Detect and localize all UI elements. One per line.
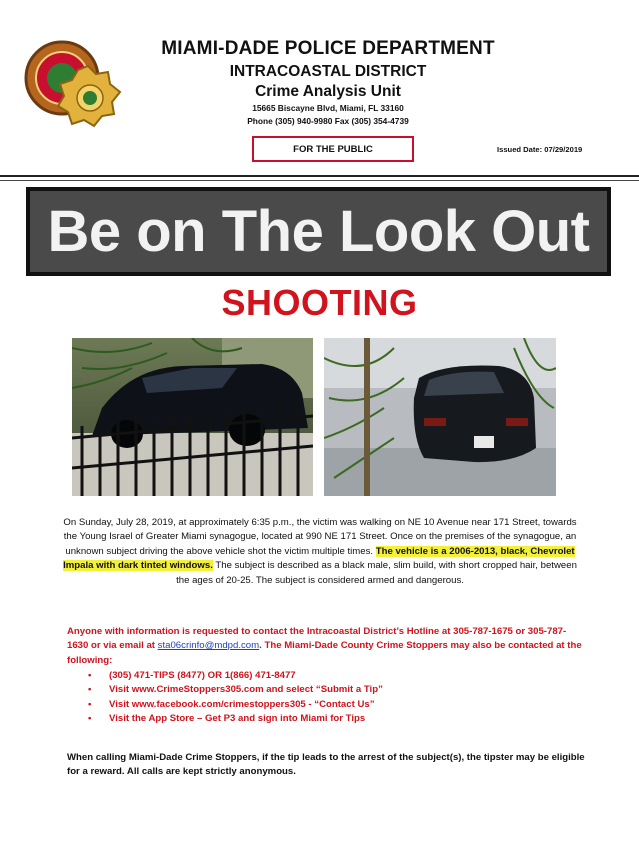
narrative-part2: The subject is described as a black male, slim build, with short cropped hair, between the ages of 20-25. The subject is considered armed and dangerous. bbox=[176, 560, 577, 586]
crime-stoppers-list bbox=[88, 669, 568, 727]
bolo-banner-text: Be on The Look Out bbox=[47, 199, 590, 264]
address: 15665 Biscayne Blvd, Miami, FL 33160 bbox=[252, 103, 404, 113]
phone-fax: Phone (305) 940-9980 Fax (305) 354-4739 bbox=[247, 116, 409, 126]
vehicle-photo-rear bbox=[324, 338, 556, 496]
bolo-banner bbox=[26, 187, 611, 276]
list-item-text: Visit bbox=[109, 698, 132, 710]
list-item bbox=[88, 683, 568, 697]
contact-email-link[interactable]: sta06crinfo@mdpd.com bbox=[157, 640, 260, 652]
unit-name: Crime Analysis Unit bbox=[255, 83, 401, 100]
contact-intro: Anyone with information is requested to contact the Intracoastal District’s Hotline at 305-787-1675 or 305-787-1630 or via email at bbox=[67, 626, 567, 652]
list-item-text: and select “Submit a Tip” bbox=[263, 684, 383, 696]
app-store-instructions: Visit the App Store – Get P3 and sign into Miami for Tips bbox=[109, 713, 366, 725]
incident-type-title: SHOOTING bbox=[221, 282, 418, 323]
tips-phone-numbers: (305) 471-TIPS (8477) OR 1(866) 471-8477 bbox=[109, 670, 296, 681]
narrative-part1: On Sunday, July 28, 2019, at approximately 6:35 p.m., the victim was walking on NE 10 Avenue near 171 Street, towards the Young Israel of Greater Miami synagogue, located at 990 NE 171 Street. Once on the premises of the synagogue, an unknown subject driving the above vehicle shot the victim multiple times. bbox=[63, 517, 577, 557]
police-badge-logo bbox=[22, 36, 126, 146]
district-name: INTRACOASTAL DISTRICT bbox=[229, 63, 427, 80]
list-item-text: - “Contact Us” bbox=[305, 698, 375, 710]
issued-date: Issued Date: 07/29/2019 bbox=[497, 145, 583, 154]
contact-outro: . The Miami-Dade County Crime Stoppers may also be contacted at the following: bbox=[67, 640, 582, 666]
list-item bbox=[88, 712, 568, 726]
vehicle-photo-side bbox=[72, 338, 313, 496]
list-item-text: Visit bbox=[109, 684, 132, 696]
list-item bbox=[88, 698, 568, 712]
audience-text: FOR THE PUBLIC bbox=[293, 143, 373, 155]
crimestoppers-website-link[interactable]: www.CrimeStoppers305.com bbox=[131, 684, 264, 696]
audience-label bbox=[252, 136, 414, 162]
header-divider bbox=[0, 175, 639, 177]
vehicle-description-highlight: The vehicle is a 2006-2013, black, Chevrolet Impala with dark tinted windows. bbox=[63, 545, 575, 572]
department-name: MIAMI-DADE POLICE DEPARTMENT bbox=[161, 38, 495, 59]
reward-notice: When calling Miami-Dade Crime Stoppers, if the tip leads to the arrest of the subject(s), the tipster may be eligible for a reward. All calls are kept strictly anonymous. bbox=[67, 752, 585, 778]
incident-narrative bbox=[60, 516, 580, 588]
facebook-link[interactable]: www.facebook.com/crimestoppers305 bbox=[131, 698, 306, 710]
police-badge-logo-icon bbox=[22, 36, 126, 146]
header-divider-thin bbox=[0, 180, 639, 181]
list-item bbox=[88, 669, 568, 683]
contact-instructions bbox=[67, 625, 587, 668]
